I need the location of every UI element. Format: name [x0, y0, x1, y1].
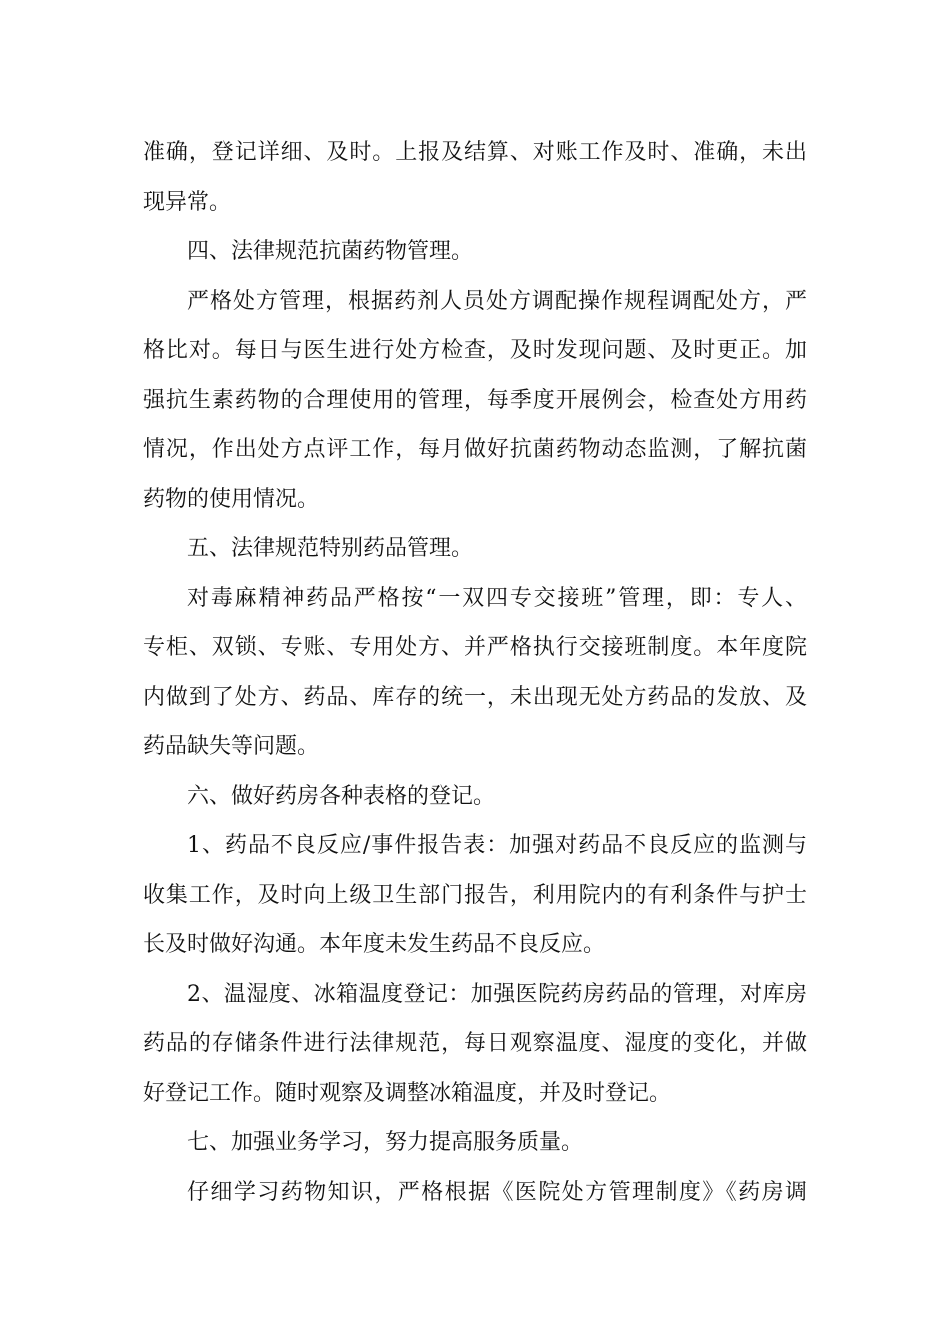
paragraph-line — [143, 970, 807, 1020]
paragraph-line — [143, 376, 807, 426]
line-text: 专柜、双锁、专账、专用处方、并严格执行交接班制度。本年度院 — [143, 635, 807, 660]
paragraph-line — [143, 1069, 807, 1119]
section-heading — [143, 1118, 807, 1168]
paragraph-line — [143, 326, 807, 376]
line-text: 准确，登记详细、及时。上报及结算、对账工作及时、准确，未出 — [143, 140, 807, 165]
paragraph-line — [143, 623, 807, 673]
line-text: 格比对。每日与医生进行处方检查，及时发现问题、及时更正。加 — [143, 338, 807, 363]
line-text: 药物的使用情况。 — [143, 486, 320, 512]
paragraph-line — [143, 277, 807, 327]
paragraph-line — [143, 425, 807, 475]
line-text: 长及时做好沟通。本年度未发生药品不良反应。 — [143, 932, 606, 957]
paragraph-line — [143, 574, 807, 624]
line-text: 好登记工作。随时观察及调整冰箱温度，并及时登记。 — [143, 1080, 672, 1106]
paragraph-line — [143, 178, 807, 228]
section-heading — [143, 772, 807, 822]
document-body — [143, 128, 807, 1217]
line-text: 强抗生素药物的合理使用的管理，每季度开展例会，检查处方用药 — [143, 387, 807, 413]
paragraph-line — [143, 673, 807, 723]
line-text: 仔细学习药物知识，严格根据《医院处方管理制度》《药房调 — [187, 1179, 807, 1205]
line-text: 对毒麻精神药品严格按“一双四专交接班”管理，即：专人、 — [187, 585, 807, 611]
paragraph-line — [143, 920, 807, 970]
line-text: 严格处方管理，根据药剂人员处方调配操作规程调配处方，严 — [187, 288, 807, 314]
line-text: 内做到了处方、药品、库存的统一，未出现无处方药品的发放、及 — [143, 684, 807, 710]
section-heading — [143, 227, 807, 277]
paragraph-line — [143, 128, 807, 178]
line-text: 五、法律规范特别药品管理。 — [187, 536, 474, 561]
paragraph-line — [143, 475, 807, 525]
line-text: 情况，作出处方点评工作，每月做好抗菌药物动态监测，了解抗菌 — [143, 437, 807, 462]
paragraph-line — [143, 871, 807, 921]
section-heading — [143, 524, 807, 574]
line-text: 1、药品不良反应/事件报告表：加强对药品不良反应的监测与 — [187, 833, 807, 858]
paragraph-line — [143, 821, 807, 871]
line-text: 收集工作，及时向上级卫生部门报告，利用院内的有利条件与护士 — [143, 882, 807, 908]
line-text: 药品的存储条件进行法律规范，每日观察温度、湿度的变化，并做 — [143, 1031, 807, 1056]
paragraph-line — [143, 722, 807, 772]
line-text: 七、加强业务学习，努力提高服务质量。 — [187, 1130, 584, 1155]
line-text: 药品缺失等问题。 — [143, 734, 320, 759]
paragraph-line — [143, 1019, 807, 1069]
line-text: 四、法律规范抗菌药物管理。 — [187, 239, 474, 264]
line-text: 现异常。 — [143, 189, 232, 215]
line-text: 2、温湿度、冰箱温度登记：加强医院药房药品的管理，对库房 — [187, 981, 807, 1007]
line-text: 六、做好药房各种表格的登记。 — [187, 783, 496, 809]
paragraph-line — [143, 1168, 807, 1218]
